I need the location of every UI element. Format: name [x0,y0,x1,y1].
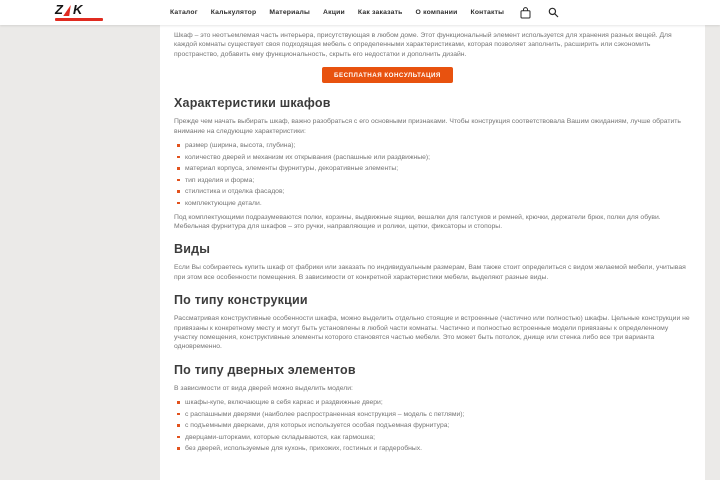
nav-item-materials[interactable]: Материалы [269,9,311,16]
list-item: размер (ширина, высота, глубина); [176,141,688,150]
construction-paragraph: Рассматривая конструктивные особенности шкафа, можно выделить отдельно стоящие и встроенные (частично или полностью) шкафы. Цельные конструкции не привязаны к конкретному месту и могут быть установлены в любой части комнаты. Частично и полностью встроенные модели привязаны к определенному участку помещения, конструктивные элементы которого становятся частью мебели. Это может быть потолок, днище или стенка либо все три варианта одновременно. [174,315,690,351]
logo-letter-z: Z [55,2,63,17]
list-item: комплектующие детали. [176,199,688,208]
list-item: с подъемными дверками, для которых используется особая подъемная фурнитура; [176,421,688,430]
main-nav [170,0,504,25]
list-item: без дверей, используемые для кухонь, прихожих, гостиных и гардеробных. [176,444,688,453]
list-item: дверцами-шторками, которые складываются, как гармошка; [176,433,688,442]
characteristics-paragraph: Прежде чем начать выбирать шкаф, важно разобраться с его основными признаками. Чтобы конструкция соответствовала Вашим ожиданиям, лучше обратить внимание на следующие характеристики: [174,118,681,135]
door-elements-paragraph: В зависимости от вида дверей можно выделить модели: [174,384,353,392]
header-icons [520,0,559,25]
nav-item-catalog[interactable]: Каталог [170,9,198,16]
types-paragraph: Если Вы собираетесь купить шкаф от фабрики или заказать по индивидуальным размерам, Вам также стоит определиться с видом желаемой мебели, учитывая при этом все особенности помещения. В зависимости от конкретной характеристики мебели, выделяют разные виды. [174,264,686,281]
list-item: тип изделия и форма; [176,176,688,185]
cart-icon[interactable] [520,7,531,19]
list-item: количество дверей и механизм их открывания (распашные или раздвижные); [176,153,688,162]
logo-tagline [55,18,103,21]
list-item: с распашными дверями (наиболее распространенная конструкция – модель с петлями); [176,410,688,419]
section-title-construction-type: По типу конструкции [174,293,308,308]
free-consultation-button[interactable]: БЕСПЛАТНАЯ КОНСУЛЬТАЦИЯ [322,67,453,83]
logo-letter-k: K [72,2,83,17]
nav-item-contacts[interactable]: Контакты [470,9,505,16]
section-title-types: Виды [174,242,211,257]
components-paragraph: Под комплектующими подразумеваются полки, корзины, выдвижные ящики, вешалки для галстуков и ремней, крючки, держатели брюк, полки для обуви. Мебельная фурнитура для шкафов – это ручки, направляющие и ролики, щетки, фиксаторы и стопоры. [174,213,661,230]
intro-paragraph: Шкаф – это неотъемлемая часть интерьера, присутствующая в любом доме. Этот функциональный элемент используется для хранения разных вещей. Для каждой комнаты существует своя подходящая мебель с определенными характеристиками, которая позволяет заполнить, расширить или сэкономить пространство, добавить ему функциональность, скрыть его недостатки и дополнить дизайн. [174,32,672,58]
logo-mark [55,3,103,16]
section-title-characteristics: Характеристики шкафов [174,96,331,111]
list-item: материал корпуса, элементы фурнитуры, декоративные элементы; [176,164,688,173]
content-column [160,25,705,480]
nav-item-promotions[interactable]: Акции [323,9,345,16]
nav-item-about[interactable]: О компании [415,9,458,16]
logo-bolt-icon [63,5,73,16]
logo[interactable] [55,3,103,21]
search-icon[interactable] [548,7,559,18]
list-item: стилистика и отделка фасадов; [176,187,688,196]
nav-item-calculator[interactable]: Калькулятор [210,9,257,16]
section-title-door-elements: По типу дверных элементов [174,362,356,377]
site-header [0,0,720,25]
characteristics-list [176,141,693,208]
nav-item-how-to-order[interactable]: Как заказать [357,9,403,16]
door-types-list [176,398,693,453]
list-item: шкафы-купе, включающие в себя каркас и раздвижные двери; [176,398,688,407]
